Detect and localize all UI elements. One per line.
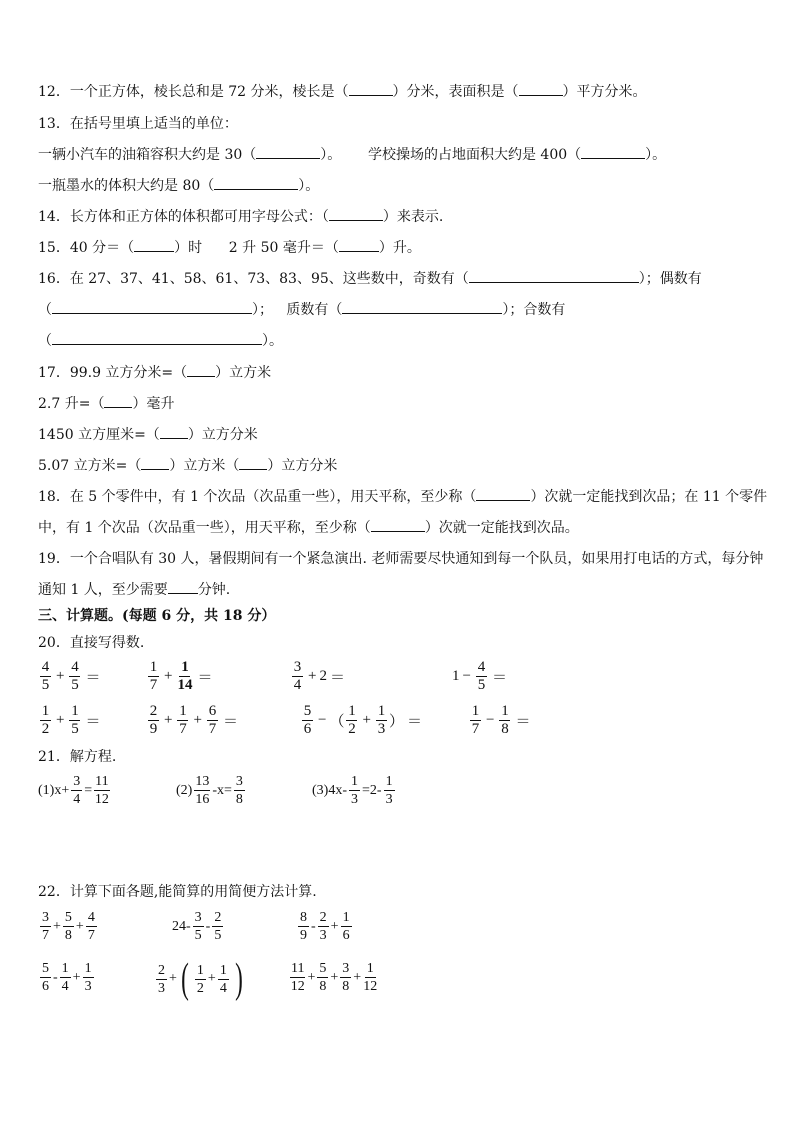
fraction: $\frac{3}{8}$ <box>342 961 350 994</box>
question-15: 15．40 分＝（ ）时 2 升 50 毫升＝（ ）升。 <box>38 240 421 256</box>
fraction: 3 5 <box>194 910 202 943</box>
question-13-line-2: 一瓶墨水的体积大约是 80（ ）。 <box>38 178 320 194</box>
fraction: 2 9 <box>149 703 158 737</box>
fraction: 1 3 <box>385 774 393 807</box>
fraction: $\frac{1}{3}$ <box>351 774 358 807</box>
answer-blank[interactable] <box>342 300 502 314</box>
fraction: 4 5 <box>41 659 50 693</box>
equation-1: (1)x+ $\frac{3}{4}$ = $\frac{11}{12}$ <box>38 774 109 807</box>
question-20-title: 20．直接写得数. <box>38 635 145 651</box>
calc-item: 3 4 + 2 ＝ <box>293 659 345 693</box>
question-18-line-2: 中，有 1 个次品（次品重一些），用天平称，至少称（ ）次就一定能找到次品。 <box>38 520 579 536</box>
question-16-line-1: 16．在 27、37、41、58、61、73、83、95、这些数中，奇数有（ ）；偶数有 <box>38 271 702 287</box>
calc-item: 1 2 + $\frac{1}{5}$ ＝ <box>41 703 101 737</box>
question-12: 12．一个正方体，棱长总和是 72 分米，棱长是（ ）分米，表面积是（ ）平方分米。 <box>38 84 647 100</box>
fraction: 5 6 <box>303 703 312 737</box>
calc-item: 1 7 − $\frac{1}{8}$ ＝ <box>471 703 531 737</box>
question-21-title: 21．解方程. <box>38 749 117 765</box>
fraction: 1 4 <box>61 961 69 994</box>
answer-blank[interactable] <box>134 238 174 252</box>
question-17-d: 5.07 立方米=（ ）立方米（ ）立方分米 <box>38 458 338 474</box>
fraction: 1 2 <box>196 962 204 996</box>
fraction: $\frac{1}{3}$ <box>84 961 92 994</box>
fraction: 2 5 <box>214 910 222 943</box>
question-19-line-2: 通知 1 人，至少需要 分钟. <box>38 582 231 598</box>
question-19-line-1: 19．一个合唱队有 30 人，暑假期间有一个紧急演出. 老师需要尽快通知到每一个队员，如果用打电话的方式，每分钟 <box>38 551 764 567</box>
calc-item: 5 6 − （ 1 2 + $\frac{1}{3}$ ） ＝ <box>303 703 422 737</box>
calc-item: 2 9 + $\frac{1}{7}$ + $\frac{6}{7}$ ＝ <box>149 703 238 737</box>
fraction: $\frac{1}{12}$ <box>363 961 378 994</box>
answer-blank[interactable] <box>469 269 639 283</box>
answer-blank[interactable] <box>52 300 252 314</box>
answer-blank[interactable] <box>329 207 383 221</box>
equation-3: (3)4x- $\frac{1}{3}$ =2- 1 3 <box>312 774 393 807</box>
fraction: $\frac{4}{7}$ <box>87 910 95 943</box>
fraction: 1 2 <box>41 703 50 737</box>
answer-blank[interactable] <box>239 456 267 470</box>
answer-blank[interactable] <box>187 363 215 377</box>
question-18-line-1: 18．在 5 个零件中，有 1 个次品（次品重一些），用天平称，至少称（ ）次就一定能找到次品；在 11 个零件 <box>38 489 768 505</box>
answer-blank[interactable] <box>256 145 320 159</box>
fraction: 2 3 <box>319 910 327 943</box>
fraction: $\frac{6}{7}$ <box>208 703 217 737</box>
fraction: $\frac{1}{5}$ <box>71 703 79 737</box>
fraction: $\frac{1}{3}$ <box>377 703 386 737</box>
fraction: $\frac{1}{7}$ <box>179 703 187 737</box>
calc-item: 1 7 + $\frac{1}{14}$ ＝ <box>149 659 213 693</box>
answer-blank[interactable] <box>581 145 645 159</box>
calc-item: 11 12 + $\frac{5}{8}$ + $\frac{3}{8}$ + $\frac{1}{12}$ <box>290 961 378 994</box>
calc-item: 24- 3 5 - 2 5 <box>172 910 222 943</box>
answer-blank[interactable] <box>52 331 262 345</box>
fraction: $\frac{5}{8}$ <box>64 910 72 943</box>
question-17-a: 17．99.9 立方分米=（ ）立方米 <box>38 365 272 381</box>
answer-blank[interactable] <box>104 394 132 408</box>
question-22-title: 22．计算下面各题,能简算的用简便方法计算. <box>38 884 317 900</box>
question-17-b: 2.7 升=（ ）毫升 <box>38 396 175 412</box>
answer-blank[interactable] <box>476 487 530 501</box>
question-13-line-1: 一辆小汽车的油箱容积大约是 30（ ）。 学校操场的占地面积大约是 400（ ）。 <box>38 147 667 163</box>
fraction: 2 3 <box>158 962 165 996</box>
fraction: $\frac{1}{8}$ <box>501 703 509 737</box>
question-16-line-3: （ ）。 <box>38 333 283 349</box>
fraction: 5 6 <box>42 961 49 994</box>
equation-2: (2) 13 16 -x= $\frac{3}{8}$ <box>176 774 243 807</box>
calc-item: 1 − $\frac{4}{5}$ ＝ <box>452 659 507 693</box>
fraction: $\frac{3}{8}$ <box>235 774 243 807</box>
fraction: $\frac{3}{4}$ <box>73 774 81 807</box>
fraction: $\frac{1}{4}$ <box>219 962 227 996</box>
answer-blank[interactable] <box>168 580 198 594</box>
calc-item: 4 5 + $\frac{4}{5}$ ＝ <box>41 659 101 693</box>
answer-blank[interactable] <box>160 425 188 439</box>
calc-item: 3 7 + $\frac{5}{8}$ + $\frac{4}{7}$ <box>42 910 95 943</box>
section-3-title: 三、计算题。(每题 6 分，共 18 分） <box>38 608 276 624</box>
fraction: 11 12 <box>290 961 305 994</box>
answer-blank[interactable] <box>339 238 379 252</box>
fraction: 3 4 <box>293 659 302 693</box>
fraction: 13 16 <box>195 774 210 807</box>
fraction: $\frac{11}{12}$ <box>94 774 109 807</box>
calc-item: 5 6 - 1 4 + $\frac{1}{3}$ <box>42 961 92 994</box>
fraction: 1 7 <box>471 703 480 737</box>
question-13-title: 13．在括号里填上适当的单位： <box>38 116 238 132</box>
answer-blank[interactable] <box>519 82 563 96</box>
answer-blank[interactable] <box>141 456 169 470</box>
answer-blank[interactable] <box>214 176 298 190</box>
calc-item: 2 3 + ( 1 2 + $\frac{1}{4}$ ) <box>158 956 243 1002</box>
question-16-line-2: （ ）； 质数有（ ）；合数有 <box>38 302 566 318</box>
answer-blank[interactable] <box>371 518 425 532</box>
question-14: 14．长方体和正方体的体积都可用字母公式：（ ）来表示. <box>38 209 444 225</box>
fraction: $\frac{4}{5}$ <box>71 659 79 693</box>
fraction: 1 7 <box>149 659 158 693</box>
fraction: $\frac{5}{8}$ <box>319 961 327 994</box>
calc-item: 8 9 - 2 3 + $\frac{1}{6}$ <box>300 910 350 943</box>
fraction: 1 2 <box>348 703 356 737</box>
answer-blank[interactable] <box>349 82 393 96</box>
fraction: $\frac{1}{6}$ <box>342 910 350 943</box>
fraction: $\frac{1}{14}$ <box>177 659 193 693</box>
fraction: 8 9 <box>300 910 307 943</box>
fraction: 3 7 <box>42 910 49 943</box>
question-17-c: 1450 立方厘米=（ ）立方分米 <box>38 427 258 443</box>
fraction: $\frac{4}{5}$ <box>477 659 486 693</box>
